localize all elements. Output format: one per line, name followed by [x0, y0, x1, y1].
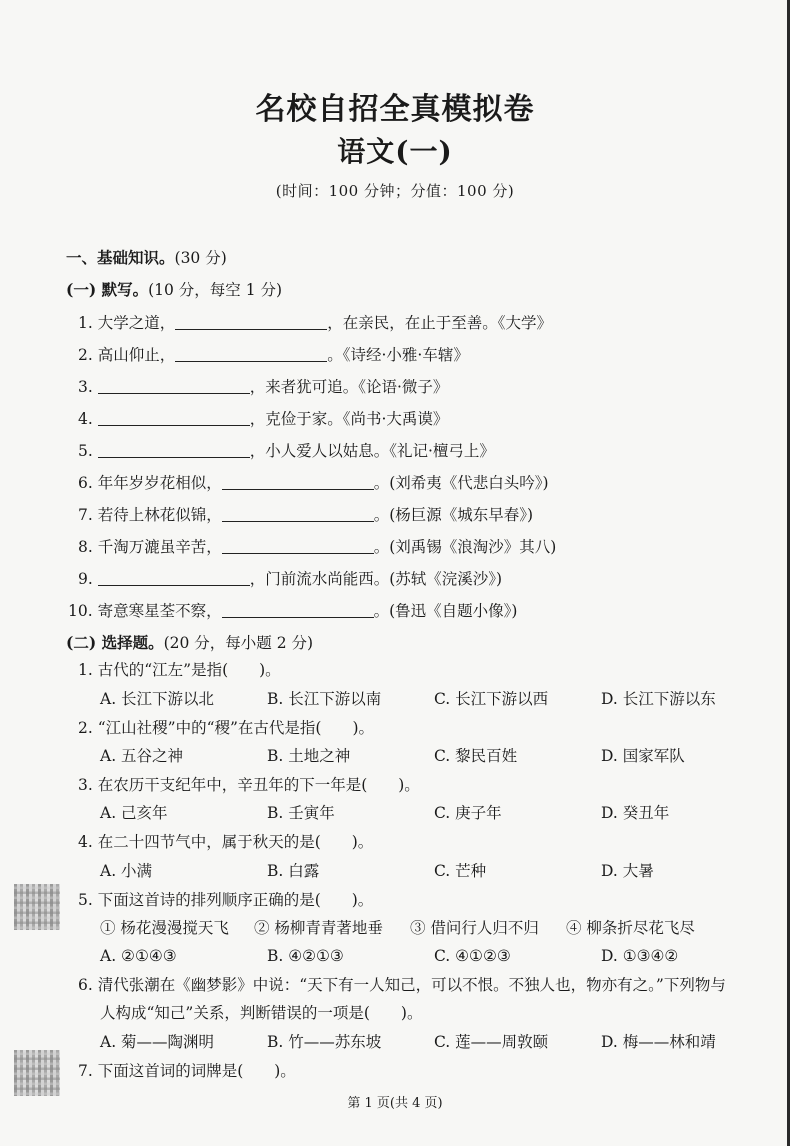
- question-stem: 3. 在农历干支纪年中，辛丑年的下一年是( )。: [78, 776, 420, 794]
- answer-blank[interactable]: [98, 570, 250, 586]
- part2-heading: [66, 633, 313, 653]
- question-stem: 1. 古代的“江左”是指( )。: [78, 661, 281, 679]
- section-score: (30 分): [174, 249, 227, 267]
- item-number: 1.: [78, 314, 93, 332]
- answer-blank[interactable]: [222, 474, 374, 490]
- item-post: 。(刘希夷《代悲白头吟》): [373, 474, 549, 492]
- question-stem: 5. 下面这首诗的排列顺序正确的是( )。: [78, 891, 374, 909]
- item-pre: 高山仰止，: [97, 346, 176, 364]
- dictation-item: [78, 345, 469, 365]
- exam-meta: (时间：100 分钟；分值：100 分): [275, 182, 515, 200]
- answer-blank[interactable]: [98, 378, 250, 394]
- option-a[interactable]: A. 菊——陶渊明: [100, 1033, 215, 1051]
- option-a[interactable]: A. 长江下游以北: [100, 690, 215, 708]
- poem-line-2: ② 杨柳青青著地垂: [254, 919, 383, 937]
- item-post: ，小人爱人以姑息。《礼记·檀弓上》: [249, 442, 495, 460]
- qr-code-icon: [14, 1050, 60, 1096]
- answer-blank[interactable]: [175, 314, 327, 330]
- option-a[interactable]: A. 五谷之神: [100, 747, 184, 765]
- item-pre: 寄意寒星荃不察，: [97, 602, 222, 620]
- option-b[interactable]: B. 白露: [267, 862, 320, 880]
- option-c[interactable]: C. 芒种: [434, 862, 487, 880]
- option-d[interactable]: D. ①③④②: [601, 947, 679, 965]
- dictation-item: [78, 377, 448, 397]
- question-stem-cont: 人构成“知己”关系，判断错误的一项是( )。: [100, 1004, 423, 1022]
- item-number: 5.: [78, 442, 93, 460]
- option-c[interactable]: C. 莲——周敦颐: [434, 1033, 549, 1051]
- option-c[interactable]: C. 长江下游以西: [434, 690, 549, 708]
- answer-blank[interactable]: [175, 346, 327, 362]
- dictation-item: [78, 313, 552, 333]
- part2-title: (二) 选择题。: [66, 633, 164, 652]
- poem-line-3: ③ 借问行人归不归: [410, 919, 539, 937]
- item-post: 。《诗经·小雅·车辖》: [327, 346, 469, 364]
- item-post: 。(杨巨源《城东早春》): [373, 506, 534, 524]
- part1-title: (一) 默写。: [66, 280, 149, 299]
- option-b[interactable]: B. 土地之神: [267, 747, 351, 765]
- page-number: 第 1 页(共 4 页): [347, 1096, 443, 1111]
- part2-score: (20 分，每小题 2 分): [163, 634, 314, 652]
- option-a[interactable]: A. ②①④③: [100, 947, 177, 965]
- section-title: 一、基础知识。: [66, 248, 175, 267]
- item-post: ，门前流水尚能西。(苏轼《浣溪沙》): [249, 570, 503, 588]
- question-stem: 7. 下面这首词的词牌是( )。: [78, 1062, 296, 1080]
- question-stem: 6. 清代张潮在《幽梦影》中说：“天下有一人知己，可以不恨。不独人也，物亦有之。”下列物与: [78, 976, 726, 994]
- dictation-item: [68, 601, 517, 621]
- exam-title: 名校自招全真模拟卷: [255, 92, 535, 127]
- option-b[interactable]: B. 长江下游以南: [267, 690, 382, 708]
- item-pre: 千淘万漉虽辛苦，: [97, 538, 222, 556]
- dictation-item: [78, 441, 495, 461]
- item-pre: 年年岁岁花相似，: [97, 474, 222, 492]
- answer-blank[interactable]: [98, 410, 250, 426]
- item-post: ，来者犹可追。《论语·微子》: [249, 378, 449, 396]
- exam-subtitle: 语文(一): [337, 135, 453, 168]
- option-d[interactable]: D. 大暑: [601, 862, 654, 880]
- part1-score: (10 分，每空 1 分): [148, 281, 283, 299]
- dictation-item: [78, 569, 502, 589]
- option-d[interactable]: D. 国家军队: [601, 747, 685, 765]
- poem-line-1: ① 杨花漫漫搅天飞: [100, 919, 229, 937]
- option-c[interactable]: C. 黎民百姓: [434, 747, 518, 765]
- part1-heading: [66, 280, 282, 300]
- item-number: 2.: [78, 346, 93, 364]
- answer-blank[interactable]: [98, 442, 250, 458]
- item-pre: 大学之道，: [97, 314, 176, 332]
- item-post: ，克俭于家。《尚书·大禹谟》: [249, 410, 449, 428]
- answer-blank[interactable]: [222, 506, 374, 522]
- item-number: 7.: [78, 506, 93, 524]
- item-post: 。(鲁迅《自题小像》): [373, 602, 518, 620]
- item-number: 3.: [78, 378, 93, 396]
- item-number: 9.: [78, 570, 93, 588]
- answer-blank[interactable]: [222, 602, 374, 618]
- section-heading: [66, 248, 227, 268]
- question-stem: 4. 在二十四节气中，属于秋天的是( )。: [78, 833, 374, 851]
- dictation-item: [78, 505, 533, 525]
- option-d[interactable]: D. 长江下游以东: [601, 690, 716, 708]
- poem-line-4: ④ 柳条折尽花飞尽: [566, 919, 695, 937]
- option-b[interactable]: B. 壬寅年: [267, 804, 335, 822]
- item-post: 。(刘禹锡《浪淘沙》其八): [373, 538, 557, 556]
- question-stem: 2. “江山社稷”中的“稷”在古代是指( )。: [78, 719, 375, 737]
- qr-code-icon: [14, 884, 60, 930]
- dictation-item: [78, 473, 549, 493]
- option-c[interactable]: C. ④①②③: [434, 947, 511, 965]
- option-b[interactable]: B. 竹——苏东坡: [267, 1033, 382, 1051]
- dictation-item: [78, 409, 448, 429]
- option-d[interactable]: D. 梅——林和靖: [601, 1033, 716, 1051]
- option-b[interactable]: B. ④②①③: [267, 947, 344, 965]
- item-post: ，在亲民，在止于至善。《大学》: [327, 314, 553, 332]
- option-d[interactable]: D. 癸丑年: [601, 804, 670, 822]
- option-c[interactable]: C. 庚子年: [434, 804, 502, 822]
- item-number: 10.: [68, 602, 93, 620]
- item-number: 4.: [78, 410, 93, 428]
- item-pre: 若待上林花似锦，: [97, 506, 222, 524]
- option-a[interactable]: A. 己亥年: [100, 804, 168, 822]
- option-a[interactable]: A. 小满: [100, 862, 153, 880]
- answer-blank[interactable]: [222, 538, 374, 554]
- dictation-item: [78, 537, 556, 557]
- item-number: 8.: [78, 538, 93, 556]
- item-number: 6.: [78, 474, 93, 492]
